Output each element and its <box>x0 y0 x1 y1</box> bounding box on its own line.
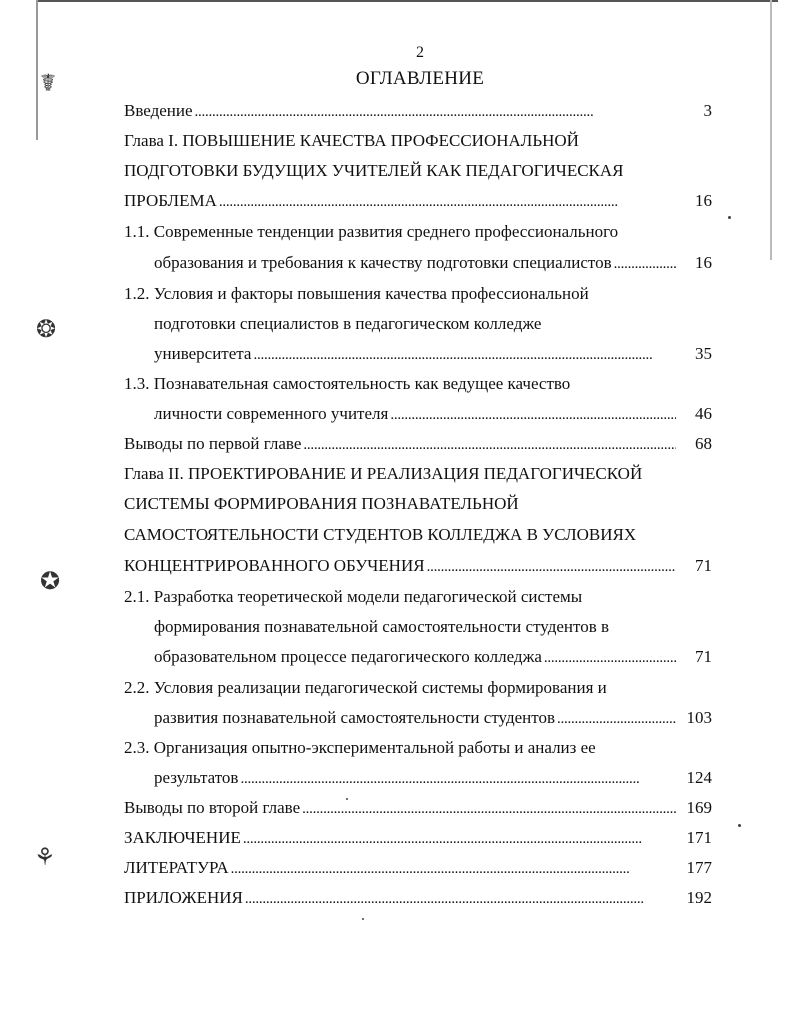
section-1-3-line-1: 1.3. Познавательная самостоятельность как ведущее качество <box>124 374 571 393</box>
leader-dots <box>195 100 676 123</box>
chapter-1-title-line-1: Глава I. ПОВЫШЕНИЕ КАЧЕСТВА ПРОФЕССИОНАЛЬНОЙ <box>124 131 579 150</box>
section-1-2-line-2: подготовки специалистов в педагогическом колледже <box>154 314 542 333</box>
section-2-2-line-1: 2.2. Условия реализации педагогической системы формирования и <box>124 678 607 697</box>
section-1-1-line-1: 1.1. Современные тенденции развития среднего профессионального <box>124 222 619 241</box>
toc-entry-label: развития познавательной самостоятельности студентов <box>154 708 555 727</box>
toc-entry-label: результатов <box>154 768 239 787</box>
page-number: 2 <box>416 44 424 61</box>
chapter-2-title-line-2: СИСТЕМЫ ФОРМИРОВАНИЯ ПОЗНАВАТЕЛЬНОЙ <box>124 494 519 513</box>
toc-title: ОГЛАВЛЕНИЕ <box>355 68 485 89</box>
chapter-1-title-line-2: ПОДГОТОВКИ БУДУЩИХ УЧИТЕЛЕЙ КАК ПЕДАГОГИЧЕСКАЯ <box>124 161 624 180</box>
toc-entry-page: 124 <box>686 768 712 787</box>
leader-dots <box>390 403 676 426</box>
toc-entry-label: Выводы по первой главе <box>124 434 302 453</box>
section-1-2-line-1: 1.2. Условия и факторы повышения качества профессиональной <box>124 284 589 303</box>
leader-dots <box>219 190 676 213</box>
section-2-1-line-1: 2.1. Разработка теоретической модели педагогической системы <box>124 587 583 606</box>
section-2-3-line-1: 2.3. Организация опытно-экспериментальной работы и анализ ее <box>124 738 596 757</box>
toc-entry-section-2-3[interactable] <box>154 767 712 789</box>
toc-entry-section-1-2[interactable] <box>154 343 712 365</box>
toc-entry-page: 103 <box>686 708 712 727</box>
leader-dots <box>614 252 676 275</box>
toc-entry-intro[interactable] <box>124 100 712 122</box>
toc-entry-label: ПРИЛОЖЕНИЯ <box>124 888 243 907</box>
toc-entry-label: Введение <box>124 101 193 120</box>
hole-punch-mark: ⚘ <box>34 845 56 871</box>
toc-entry-page: 71 <box>695 647 712 666</box>
toc-entry-page: 16 <box>695 253 712 272</box>
toc-entry-label: личности современного учителя <box>154 404 389 423</box>
toc-entry-page: 171 <box>686 828 712 847</box>
toc-entry-label: ПРОБЛЕМА <box>124 191 217 210</box>
leader-dots <box>557 707 676 730</box>
toc-entry-page: 3 <box>703 101 712 120</box>
leader-dots <box>544 646 676 669</box>
toc-entry-literature[interactable] <box>124 857 712 879</box>
toc-entry-page: 169 <box>686 798 712 817</box>
toc-entry-section-2-1[interactable] <box>154 646 712 668</box>
toc-entry-page: 68 <box>695 434 712 453</box>
leader-dots <box>253 343 676 366</box>
toc-entry-label: ЗАКЛЮЧЕНИЕ <box>124 828 241 847</box>
leader-dots <box>427 555 676 578</box>
toc-entry-page: 16 <box>695 191 712 210</box>
toc-entry-conclusions-2[interactable] <box>124 797 712 819</box>
toc-entry-chapter-2[interactable] <box>124 555 712 577</box>
hole-punch-mark: ✪ <box>40 569 61 595</box>
toc-entry-chapter-1[interactable] <box>124 190 712 212</box>
toc-entry-appendices[interactable] <box>124 887 712 909</box>
toc-entry-label: КОНЦЕНТРИРОВАННОГО ОБУЧЕНИЯ <box>124 556 425 575</box>
toc-entry-label: ЛИТЕРАТУРА <box>124 858 229 877</box>
chapter-2-title-line-3: САМОСТОЯТЕЛЬНОСТИ СТУДЕНТОВ КОЛЛЕДЖА В УСЛОВИЯХ <box>124 525 637 544</box>
toc-entry-conclusion[interactable] <box>124 827 712 849</box>
toc-entry-section-1-1[interactable] <box>154 252 712 274</box>
toc-entry-section-1-3[interactable] <box>154 403 712 425</box>
toc-entry-section-2-2[interactable] <box>154 707 712 729</box>
hole-punch-mark: ❂ <box>36 317 57 343</box>
toc-entry-page: 192 <box>686 888 712 907</box>
hole-punch-mark: ☤ <box>40 71 57 97</box>
toc-entry-page: 71 <box>695 556 712 575</box>
leader-dots <box>243 827 676 850</box>
toc-entry-label: университета <box>154 344 252 363</box>
leader-dots <box>302 797 676 820</box>
toc-entry-page: 46 <box>695 404 712 423</box>
toc-entry-conclusions-1[interactable] <box>124 433 712 455</box>
toc-entry-label: образовательном процессе педагогического колледжа <box>154 647 542 666</box>
toc-entry-page: 35 <box>695 344 712 363</box>
leader-dots <box>240 767 676 790</box>
section-2-1-line-2: формирования познавательной самостоятельности студентов в <box>154 617 610 636</box>
toc-entry-page: 177 <box>686 858 712 877</box>
leader-dots <box>245 887 676 910</box>
toc-entry-label: Выводы по второй главе <box>124 798 301 817</box>
leader-dots <box>231 857 676 880</box>
leader-dots <box>303 433 676 456</box>
toc-entry-label: образования и требования к качеству подготовки специалистов <box>154 253 612 272</box>
chapter-2-title-line-1: Глава II. ПРОЕКТИРОВАНИЕ И РЕАЛИЗАЦИЯ ПЕДАГОГИЧЕСКОЙ <box>124 464 643 483</box>
